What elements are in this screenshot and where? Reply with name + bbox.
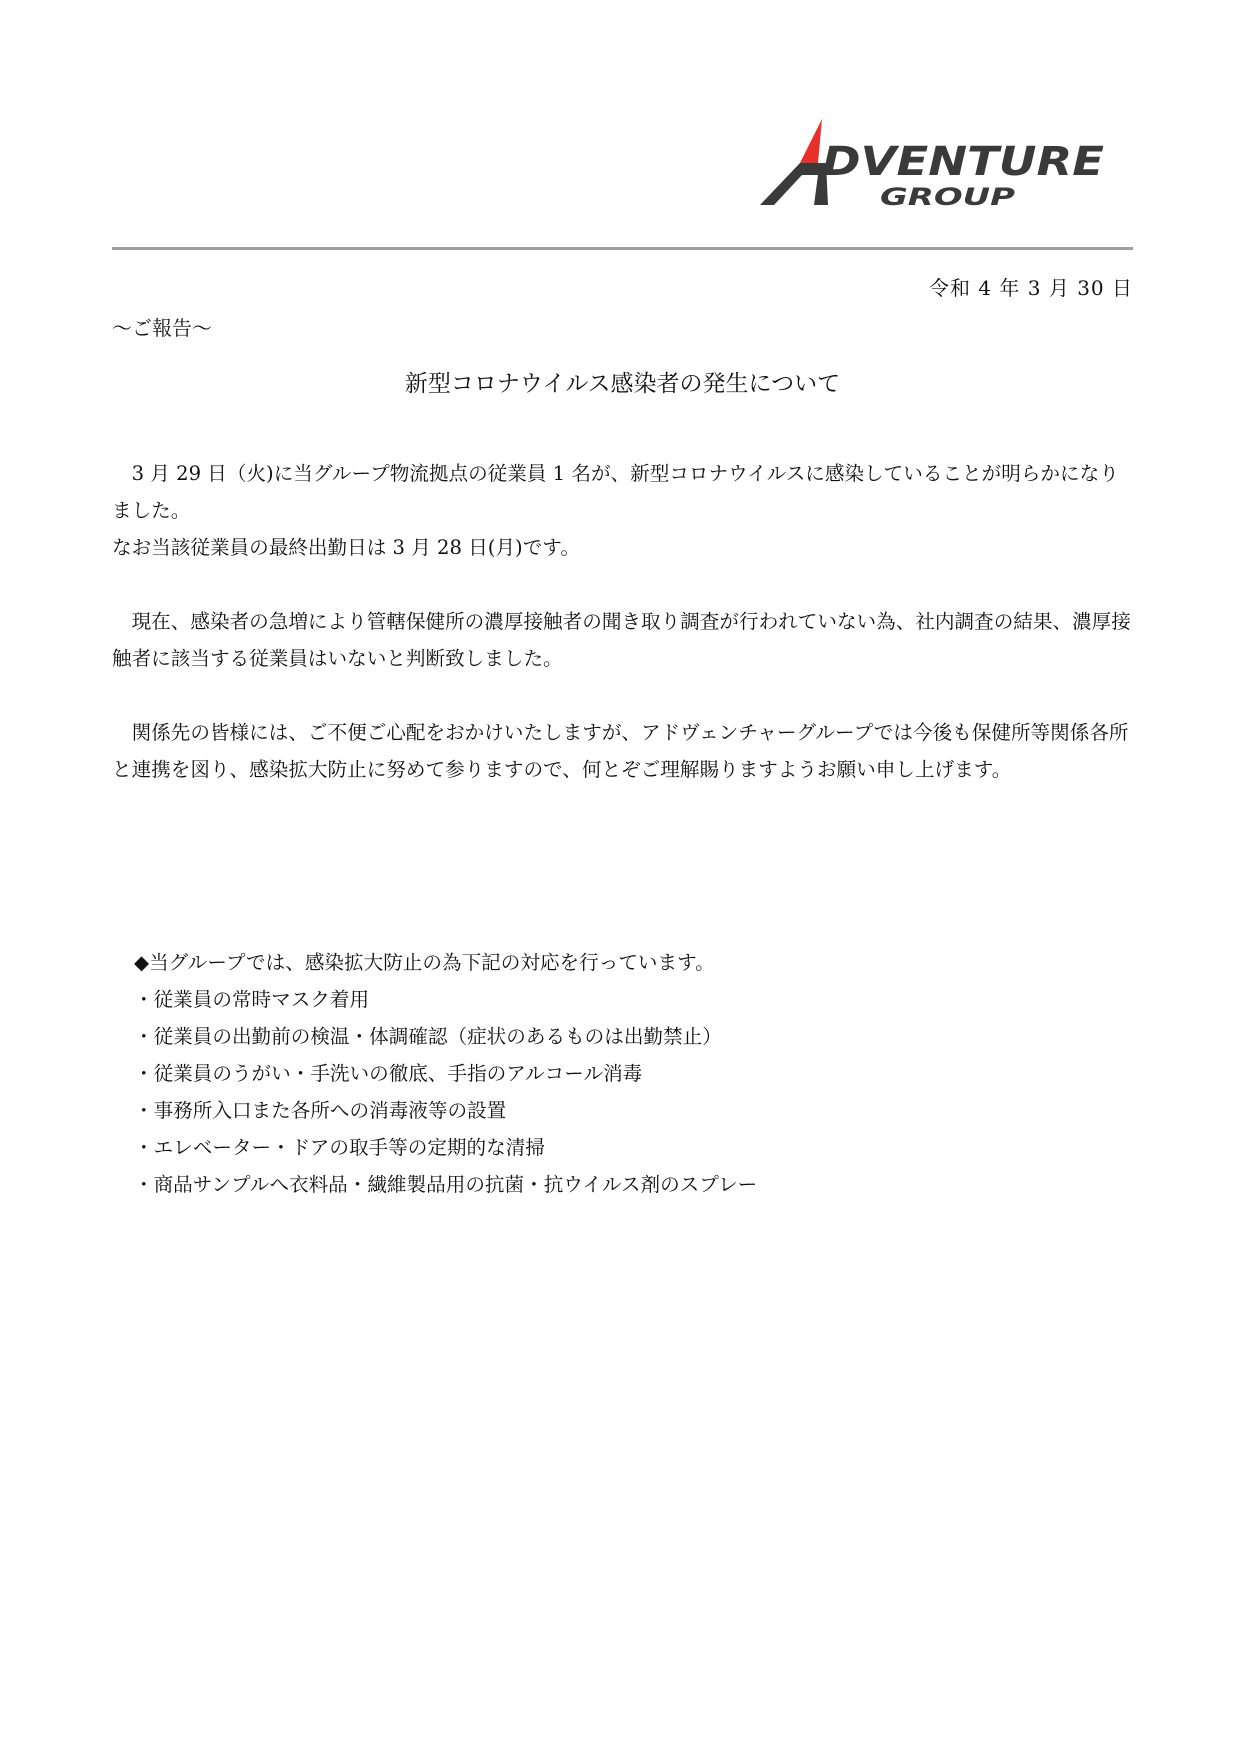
document-title: 新型コロナウイルス感染者の発生について <box>404 371 841 397</box>
logo-red-triangle <box>800 119 822 163</box>
logo-dark-leg <box>760 163 828 205</box>
paragraph-infection-report <box>112 455 1133 566</box>
company-logo <box>730 115 1130 215</box>
measure-item: ・事務所入口また各所への消毒液等の設置 <box>134 1099 507 1122</box>
measure-item: ・商品サンプルへ衣料品・繊維製品用の抗菌・抗ウイルス剤のスプレー <box>134 1173 758 1196</box>
adventure-logo-graphic <box>730 115 1130 215</box>
paragraph-infection-report-line2: なお当該従業員の最終出勤日は 3 月 28 日(月)です。 <box>112 536 580 559</box>
measure-item: ・従業員のうがい・手洗いの徹底、手指のアルコール消毒 <box>134 1062 643 1085</box>
document-date: 令和 4 年 3 月 30 日 <box>928 276 1133 300</box>
paragraph-investigation: 現在、感染者の急増により管轄保健所の濃厚接触者の聞き取り調査が行われていない為、社内調査の結果、濃厚接触者に該当する従業員はいないと判断致しました。 <box>112 610 1131 670</box>
measures-section <box>134 944 1114 1203</box>
logo-sub: GROUP <box>880 183 1016 211</box>
paragraph-infection-report-line1: 3 月 29 日（火)に当グループ物流拠点の従業員 1 名が、新型コロナウイルスに感染していることが明らかになりました。 <box>112 462 1119 522</box>
document-body <box>112 455 1133 825</box>
measure-item: ・従業員の出勤前の検温・体調確認（症状のあるものは出勤禁止） <box>134 1025 722 1048</box>
document-kind: ～ご報告～ <box>112 316 212 340</box>
header-divider <box>112 247 1133 250</box>
measures-heading: ◆当グループでは、感染拡大防止の為下記の対応を行っています。 <box>134 951 715 974</box>
measure-item: ・従業員の常時マスク着用 <box>134 988 370 1011</box>
measures-list <box>134 981 1114 1203</box>
measure-item: ・エレベーター・ドアの取手等の定期的な清掃 <box>134 1136 545 1159</box>
logo-wordmark: DVENTURE <box>822 139 1104 185</box>
paragraph-apology: 関係先の皆様には、ご不便ご心配をおかけいたしますが、アドヴェンチャーグループでは今後も保健所等関係各所と連携を図り、感染拡大防止に努めて参りますので、何とぞご理解賜りますようお願い申し上げます。 <box>112 721 1129 781</box>
